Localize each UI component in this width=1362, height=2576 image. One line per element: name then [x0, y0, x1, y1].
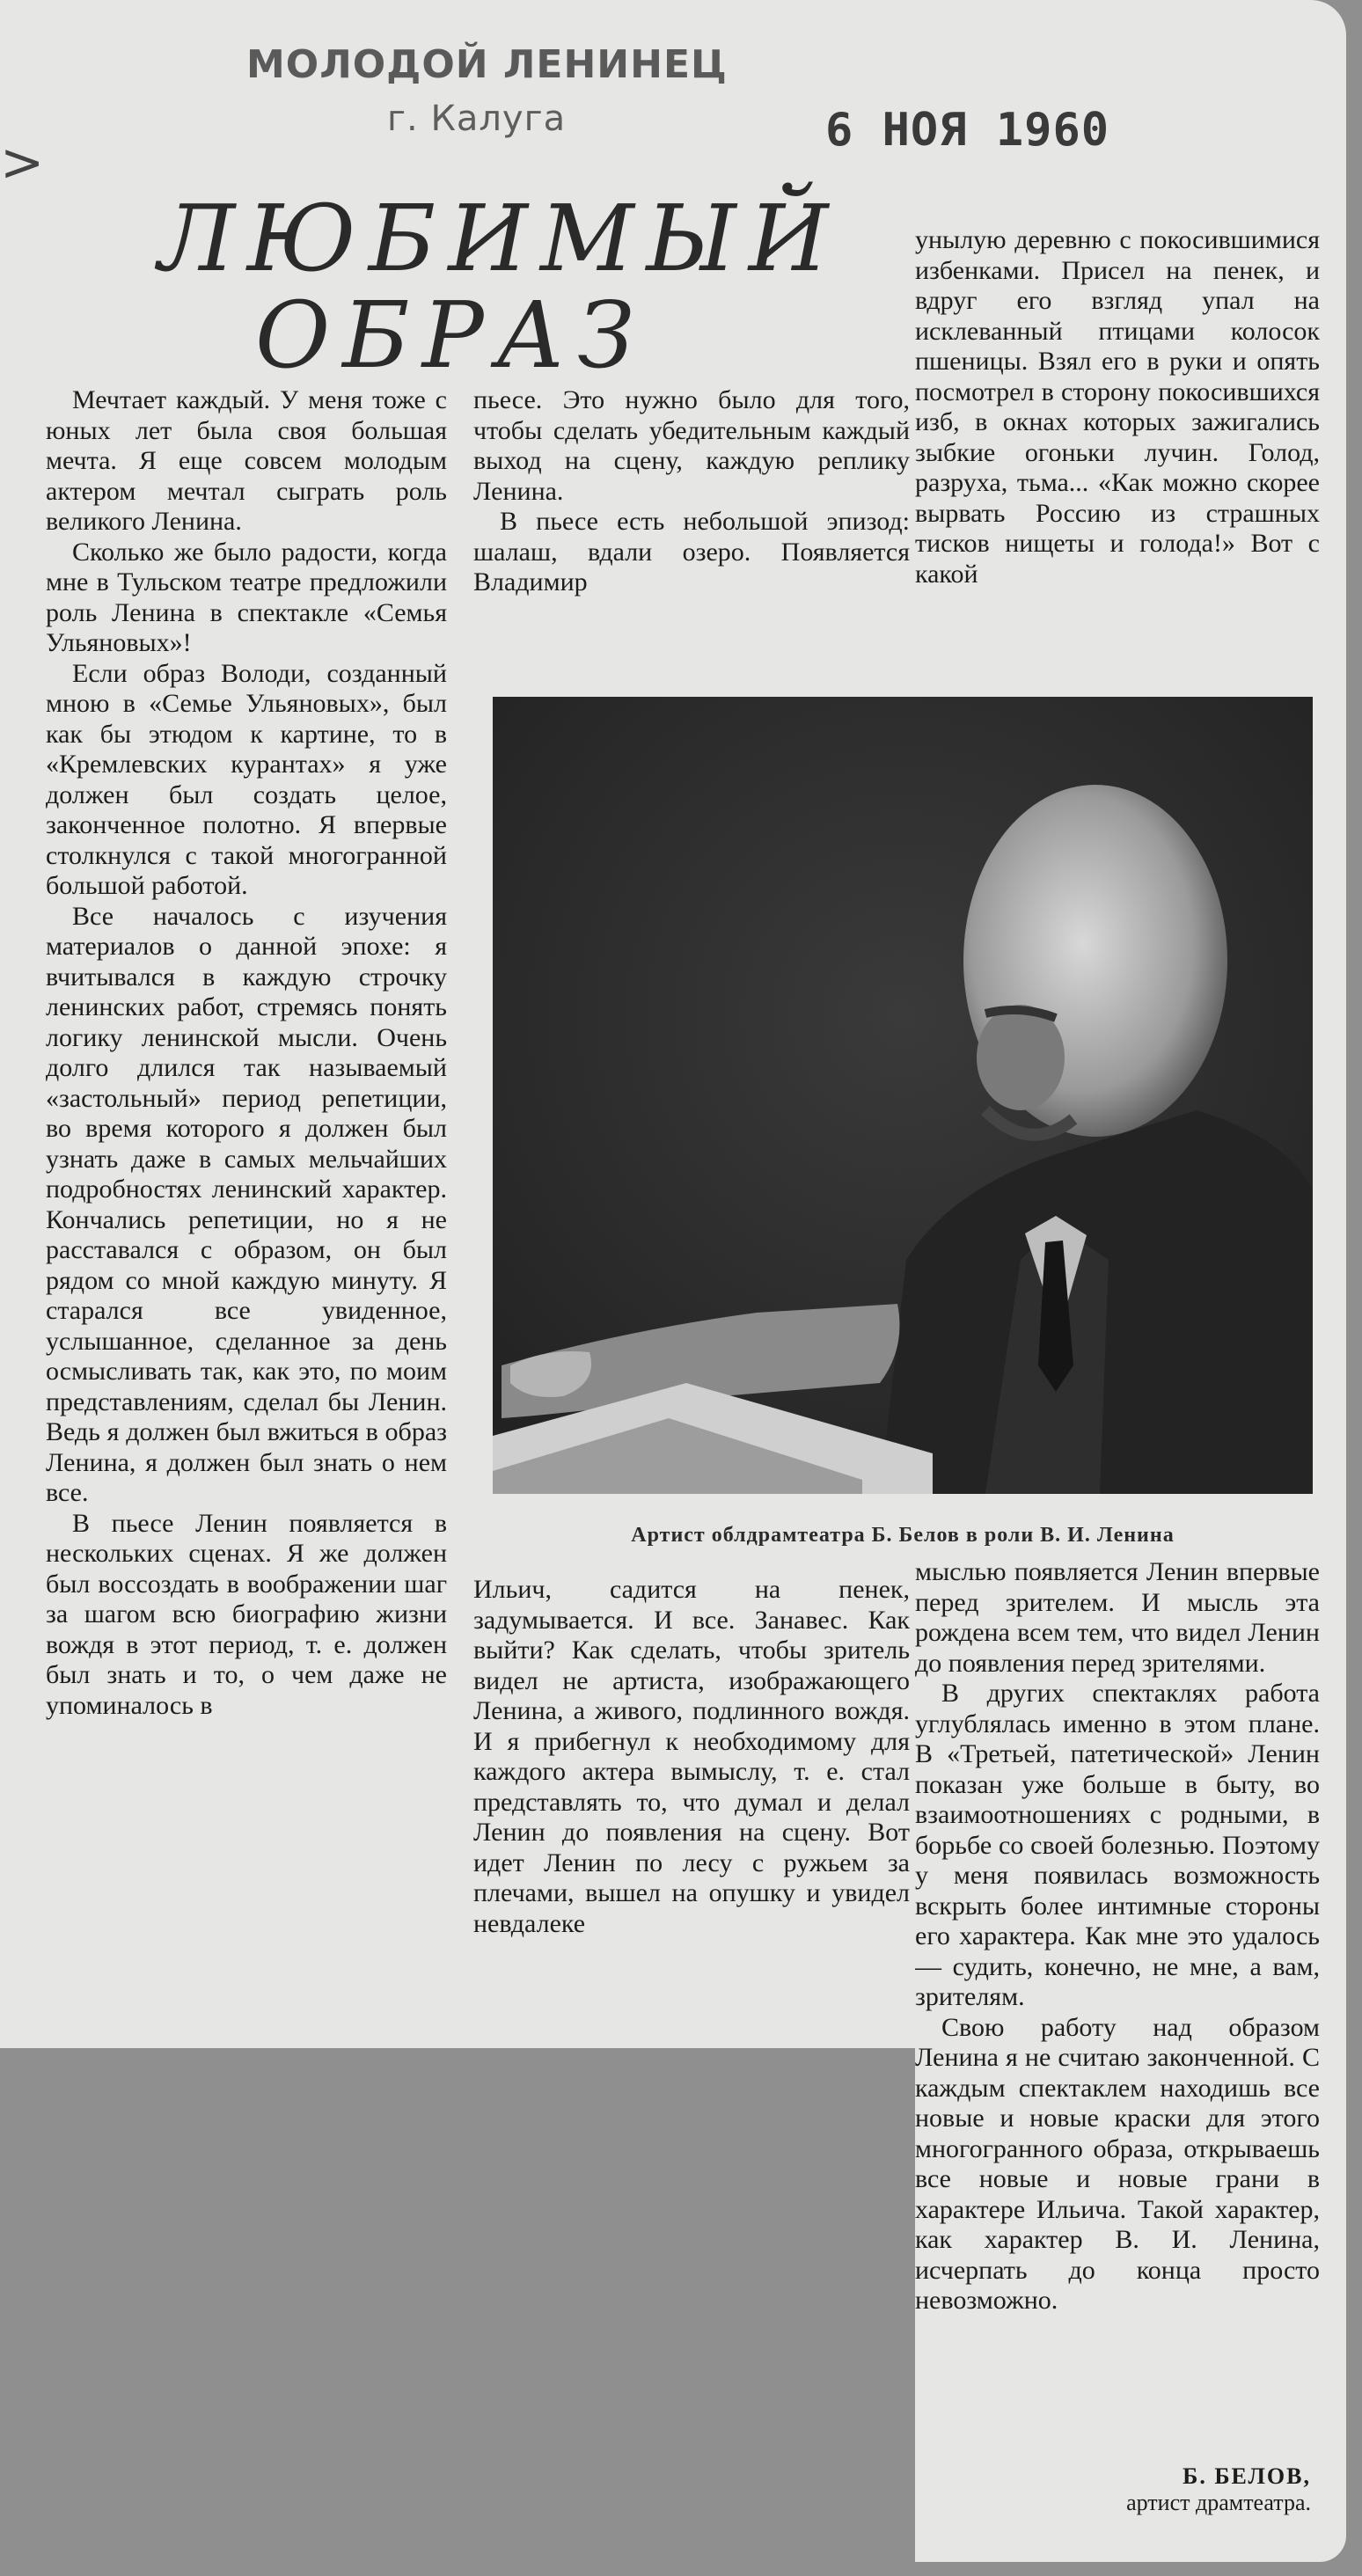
newspaper-stamp: МОЛОДОЙ ЛЕНИНЕЦ	[246, 42, 728, 87]
photo-caption: Артист облдрамтеатра Б. Белов в роли В. И. Ленина	[631, 1524, 1175, 1547]
article-column-2-bottom	[473, 1575, 910, 2041]
paragraph: В других спектаклях работа углублялась именно в этом плане. В «Третьей, патетической» Ленин показан уже больше в быту, во взаимоотношениях с родными, в борьбе со своей болезнью. Поэтому у меня появилась возможность вскрыть более интимные стороны его характера. Как мне это удалось — судить, конечно, не мне, а вам, зрителям.	[915, 1679, 1320, 2011]
author-signature	[915, 2463, 1311, 2516]
author-role: артист драмтеатра.	[1126, 2490, 1311, 2515]
article-column-1	[46, 385, 447, 2044]
portrait-illustration	[493, 697, 1313, 1494]
lenin-portrait-photo	[493, 697, 1313, 1494]
paragraph: В пьесе есть небольшой эпизод: шалаш, вдали озеро. Появляется Владимир	[473, 507, 910, 596]
paragraph: унылую деревню с покосившимися избенками. Присел на пенек, и вдруг его взгляд упал на исклеванный птицами колосок пшеницы. Взял его в руки и опять посмотрел в сторону покосившихся изб, в окнах которых зажигались зыбкие огоньки лучин. Голод, разруха, тьма... «Как можно скорее вырвать Россию из страшных тисков нищеты и голода!» Вот с какой	[915, 225, 1320, 589]
city-stamp: г. Калуга	[387, 99, 567, 139]
paragraph: В пьесе Ленин появляется в нескольких сценах. Я же должен был воссоздать в воображении шаг за шагом всю биографию жизни вождя в этот период, т. е. должен был знать и то, о чем даже не упоминалось в	[46, 1508, 447, 1720]
date-stamp: 6 НОЯ 1960	[825, 104, 1110, 157]
paragraph: пьесе. Это нужно было для того, чтобы сделать убедительным каждый выход на сцену, каждую реплику Ленина.	[473, 385, 910, 506]
article-column-3-top	[915, 225, 1320, 692]
author-name: Б. БЕЛОВ,	[1183, 2463, 1311, 2489]
paragraph: Ильич, садится на пенек, задумывается. И все. Занавес. Как выйти? Как сделать, чтобы зритель видел не артиста, изображающего Ленина, а живого, подлинного вождя. И я прибегнул к необходимому для каждого актера вымыслу, т. е. стал представлять то, что думал и делал Ленин до появления на сцену. Вот идет Ленин по лесу с ружьем за плечами, вышел на опушку и увидел невдалеке	[473, 1575, 910, 1938]
paragraph: мыслью появляется Ленин впервые перед зрителем. И мысль эта рождена всем тем, что видел Ленин до появления перед зрителями.	[915, 1557, 1320, 1678]
article-column-3-bottom	[915, 1557, 1320, 2455]
paragraph: Если образ Володи, созданный мною в «Семье Ульяновых», был как бы этюдом к картине, то в «Кремлевских курантах» я уже должен был создать целое, законченное полотно. Я впервые столкнулся с такой многогранной большой работой.	[46, 658, 447, 900]
margin-mark: >	[0, 132, 45, 194]
headline-line-2: ОБРАЗ	[255, 282, 648, 389]
paragraph: Сколько же было радости, когда мне в Тульском театре предложили роль Ленина в спектакле «Семья Ульяновых»!	[46, 537, 447, 657]
paragraph: Свою работу над образом Ленина я не считаю законченной. С каждым спектаклем находишь все новые и новые краски для этого многогранного образа, открываешь все новые и новые грани в характере Ильича. Такой характер, как характер В. И. Ленина, исчерпать до конца просто невозможно.	[915, 2012, 1320, 2315]
paragraph: Все началось с изучения материалов о данной эпохе: я вчитывался в каждую строчку ленинских работ, стремясь понять логику ленинской мысли. Очень долго длился так называемый «застольный» период репетиции, во время которого я должен был узнать даже в самых мельчайших подробностях ленинский характер. Кончались репетиции, но я не расставался с образом, он был рядом со мной каждую минуту. Я старался все увиденное, услышанное, сделанное за день осмысливать так, как это, по моим представлениям, сделал бы Ленин. Ведь я должен был вжиться в образ Ленина, я должен был знать о нем все.	[46, 901, 447, 1507]
article-column-2-top	[473, 385, 910, 649]
headline-line-1: ЛЮБИМЫЙ	[158, 185, 841, 292]
paragraph: Мечтает каждый. У меня тоже с юных лет была своя большая мечта. Я еще совсем молодым актером мечтал сыграть роль великого Ленина.	[46, 385, 447, 536]
